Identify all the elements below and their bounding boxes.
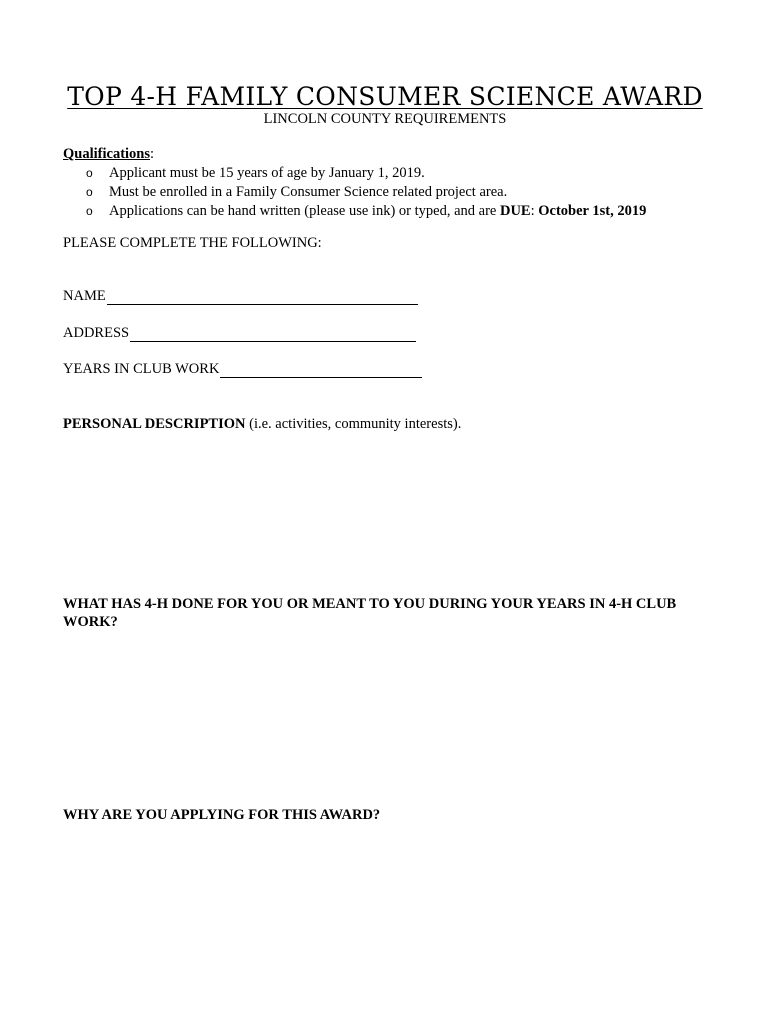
question-why-applying [63,806,380,824]
qualifications-heading [63,146,154,163]
personal-description-hint: (i.e. activities, community interests). [245,416,462,432]
qualifications-list [86,164,646,221]
name-field[interactable] [63,288,418,305]
list-item [86,164,646,183]
personal-description-label: PERSONAL DESCRIPTION [63,416,246,432]
personal-description-heading [63,415,461,433]
instruction-text: PLEASE COMPLETE THE FOLLOWING: [63,235,322,251]
qualifications-heading-colon: : [150,146,155,162]
question-why-text: WHY ARE YOU APPLYING FOR THIS AWARD? [63,807,381,823]
qualifications-heading-label: Qualifications [63,146,151,162]
due-separator: : [530,203,539,219]
qualification-text: Applicant must be 15 years of age by January 1, 2019. [109,165,425,181]
address-label: ADDRESS [63,325,130,341]
bullet-circle-icon: o [86,166,93,180]
bullet-circle-icon: o [86,204,93,218]
qualification-text: Must be enrolled in a Family Consumer Science related project area. [109,184,508,200]
list-item [86,183,646,202]
years-field[interactable] [63,361,422,378]
page-subtitle: LINCOLN COUNTY REQUIREMENTS [263,111,507,127]
list-item [86,202,646,221]
years-label: YEARS IN CLUB WORK [63,361,220,377]
name-label: NAME [63,288,106,304]
qualification-text: Applications can be hand written (please use ink) or typed, and are [109,203,500,219]
years-input-line[interactable] [220,363,422,378]
page-title: TOP 4-H FAMILY CONSUMER SCIENCE AWARD [67,82,703,111]
question-4h-meaning [63,595,713,631]
bullet-circle-icon: o [86,185,93,199]
due-label: DUE [499,203,531,219]
address-field[interactable] [63,325,416,342]
address-input-line[interactable] [130,327,416,342]
due-date: October 1st, 2019 [538,203,647,219]
question-4h-text: WHAT HAS 4-H DONE FOR YOU OR MEANT TO YOU DURING YOUR YEARS IN 4-H CLUB WORK? [63,596,677,630]
name-input-line[interactable] [107,290,418,305]
